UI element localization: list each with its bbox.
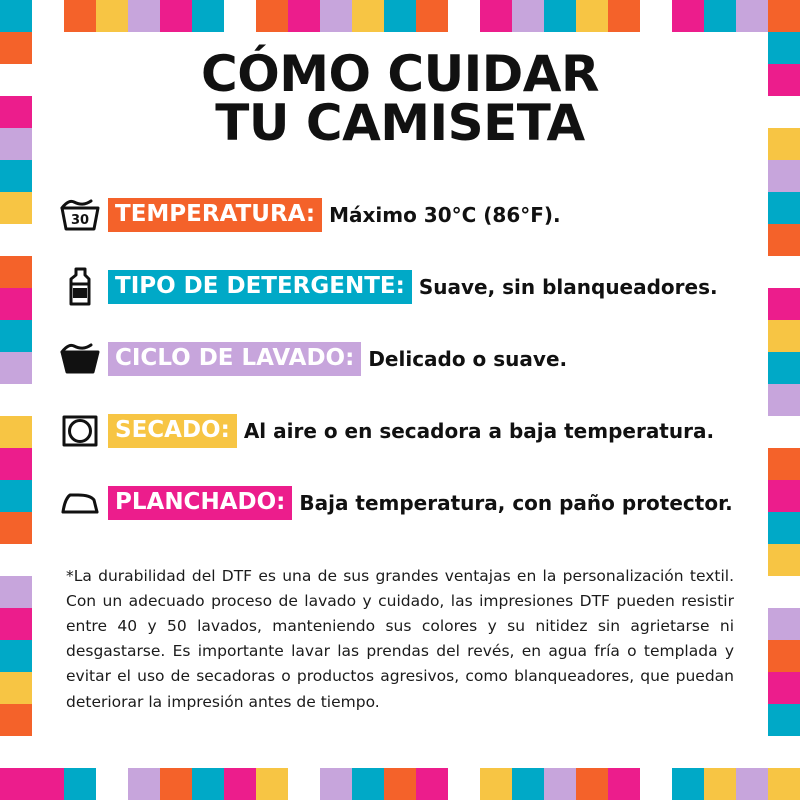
border-cell-top bbox=[672, 0, 704, 32]
border-cell-top bbox=[320, 0, 352, 32]
border-cell-top bbox=[160, 0, 192, 32]
border-cell-bottom bbox=[704, 768, 736, 800]
border-cell-left bbox=[0, 704, 32, 736]
border-cell-right bbox=[768, 32, 800, 64]
border-cell-top bbox=[128, 0, 160, 32]
border-cell-left bbox=[0, 32, 32, 64]
border-cell-left bbox=[0, 352, 32, 384]
care-rows bbox=[32, 184, 768, 534]
border-cell-right bbox=[768, 736, 800, 768]
border-cell-bottom bbox=[320, 768, 352, 800]
border-cell-bottom bbox=[96, 768, 128, 800]
border-cell-bottom bbox=[512, 768, 544, 800]
care-row bbox=[52, 256, 754, 318]
border-cell-top bbox=[544, 0, 576, 32]
border-cell-left bbox=[0, 480, 32, 512]
border-cell-right bbox=[768, 448, 800, 480]
poster-content bbox=[32, 32, 768, 768]
care-row bbox=[52, 472, 754, 534]
border-cell-right bbox=[768, 352, 800, 384]
border-cell-bottom bbox=[384, 768, 416, 800]
care-value: Máximo 30°C (86°F). bbox=[329, 203, 561, 227]
border-cell-bottom bbox=[576, 768, 608, 800]
border-cell-right bbox=[768, 704, 800, 736]
iron-icon bbox=[52, 488, 108, 518]
border-cell-bottom bbox=[32, 768, 64, 800]
care-row bbox=[52, 184, 754, 246]
title-line-1: CÓMO CUIDAR bbox=[201, 45, 599, 103]
border-cell-top bbox=[768, 0, 800, 32]
tumble-dry-icon bbox=[52, 412, 108, 450]
care-value: Al aire o en secadora a baja temperatura. bbox=[243, 419, 715, 443]
border-cell-bottom bbox=[352, 768, 384, 800]
border-cell-right bbox=[768, 576, 800, 608]
title-line-2: TU CAMISETA bbox=[215, 94, 585, 152]
border-cell-left bbox=[0, 160, 32, 192]
border-cell-right bbox=[768, 544, 800, 576]
border-cell-left bbox=[0, 224, 32, 256]
border-cell-left bbox=[0, 416, 32, 448]
care-value: Suave, sin blanqueadores. bbox=[418, 275, 718, 299]
border-cell-right bbox=[768, 160, 800, 192]
border-cell-left bbox=[0, 256, 32, 288]
border-cell-bottom bbox=[128, 768, 160, 800]
border-cell-right bbox=[768, 512, 800, 544]
border-cell-left bbox=[0, 320, 32, 352]
border-cell-top bbox=[384, 0, 416, 32]
border-cell-left bbox=[0, 96, 32, 128]
border-cell-bottom bbox=[608, 768, 640, 800]
border-cell-left bbox=[0, 64, 32, 96]
border-cell-right bbox=[768, 256, 800, 288]
border-cell-bottom bbox=[736, 768, 768, 800]
border-cell-top bbox=[704, 0, 736, 32]
border-cell-bottom bbox=[672, 768, 704, 800]
border-cell-right bbox=[768, 320, 800, 352]
border-cell-top bbox=[32, 0, 64, 32]
border-cell-left bbox=[0, 0, 32, 32]
border-cell-left bbox=[0, 448, 32, 480]
border-cell-left bbox=[0, 736, 32, 768]
care-row bbox=[52, 328, 754, 390]
border-cell-left bbox=[0, 576, 32, 608]
border-cell-top bbox=[224, 0, 256, 32]
border-cell-left bbox=[0, 544, 32, 576]
care-row bbox=[52, 400, 754, 462]
border-cell-bottom bbox=[224, 768, 256, 800]
border-cell-right bbox=[768, 64, 800, 96]
border-cell-left bbox=[0, 640, 32, 672]
border-cell-top bbox=[480, 0, 512, 32]
care-value: Baja temperatura, con paño protector. bbox=[299, 491, 733, 515]
border-cell-bottom bbox=[544, 768, 576, 800]
border-cell-top bbox=[288, 0, 320, 32]
care-label: TIPO DE DETERGENTE: bbox=[108, 270, 412, 304]
border-cell-bottom bbox=[480, 768, 512, 800]
care-value: Delicado o suave. bbox=[368, 347, 568, 371]
border-cell-left bbox=[0, 288, 32, 320]
border-cell-left bbox=[0, 128, 32, 160]
border-cell-bottom bbox=[160, 768, 192, 800]
border-cell-top bbox=[96, 0, 128, 32]
border-cell-top bbox=[640, 0, 672, 32]
border-cell-bottom bbox=[192, 768, 224, 800]
border-cell-right bbox=[768, 768, 800, 800]
border-cell-right bbox=[768, 224, 800, 256]
wash-tub-30-icon bbox=[52, 196, 108, 234]
border-cell-right bbox=[768, 192, 800, 224]
svg-text:30: 30 bbox=[70, 213, 90, 228]
border-cell-left bbox=[0, 512, 32, 544]
border-cell-bottom bbox=[640, 768, 672, 800]
border-cell-right bbox=[768, 480, 800, 512]
border-cell-left bbox=[0, 608, 32, 640]
border-cell-bottom bbox=[64, 768, 96, 800]
border-cell-right bbox=[768, 640, 800, 672]
border-cell-bottom bbox=[448, 768, 480, 800]
border-cell-left bbox=[0, 384, 32, 416]
border-cell-bottom bbox=[288, 768, 320, 800]
care-label: CICLO DE LAVADO: bbox=[108, 342, 361, 376]
border-cell-left bbox=[0, 192, 32, 224]
border-cell-top bbox=[576, 0, 608, 32]
footnote-text: *La durabilidad del DTF es una de sus grandes ventajas en la personalización textil. Con un adecuado proceso de lavado y cuidado, las impresiones DTF pueden resistir entre 40 y 50 lavados, manteniendo sus colores y su nitidez sin agrietarse ni desgastarse. Es importante lavar las prendas del revés, en agua fría o templada y evitar el uso de secadoras o productos agresivos, como blanqueadores, que puedan deteriorar la impresión antes de tiempo. bbox=[66, 567, 734, 711]
border-cell-right bbox=[768, 672, 800, 704]
border-cell-top bbox=[352, 0, 384, 32]
care-label: TEMPERATURA: bbox=[108, 198, 322, 232]
border-cell-top bbox=[448, 0, 480, 32]
border-cell-right bbox=[768, 288, 800, 320]
border-cell-left bbox=[0, 672, 32, 704]
border-cell-top bbox=[736, 0, 768, 32]
border-cell-top bbox=[256, 0, 288, 32]
hand-wash-tub-icon bbox=[52, 341, 108, 377]
page-title bbox=[32, 32, 768, 152]
care-label: PLANCHADO: bbox=[108, 486, 292, 520]
border-cell-top bbox=[64, 0, 96, 32]
border-cell-top bbox=[512, 0, 544, 32]
detergent-bottle-icon bbox=[52, 266, 108, 308]
border-cell-top bbox=[192, 0, 224, 32]
border-cell-right bbox=[768, 608, 800, 640]
border-cell-right bbox=[768, 384, 800, 416]
border-cell-right bbox=[768, 128, 800, 160]
border-cell-bottom bbox=[416, 768, 448, 800]
border-cell-right bbox=[768, 416, 800, 448]
border-cell-top bbox=[608, 0, 640, 32]
border-cell-bottom bbox=[256, 768, 288, 800]
border-cell-top bbox=[416, 0, 448, 32]
border-cell-right bbox=[768, 96, 800, 128]
care-label: SECADO: bbox=[108, 414, 237, 448]
border-cell-left bbox=[0, 768, 32, 800]
